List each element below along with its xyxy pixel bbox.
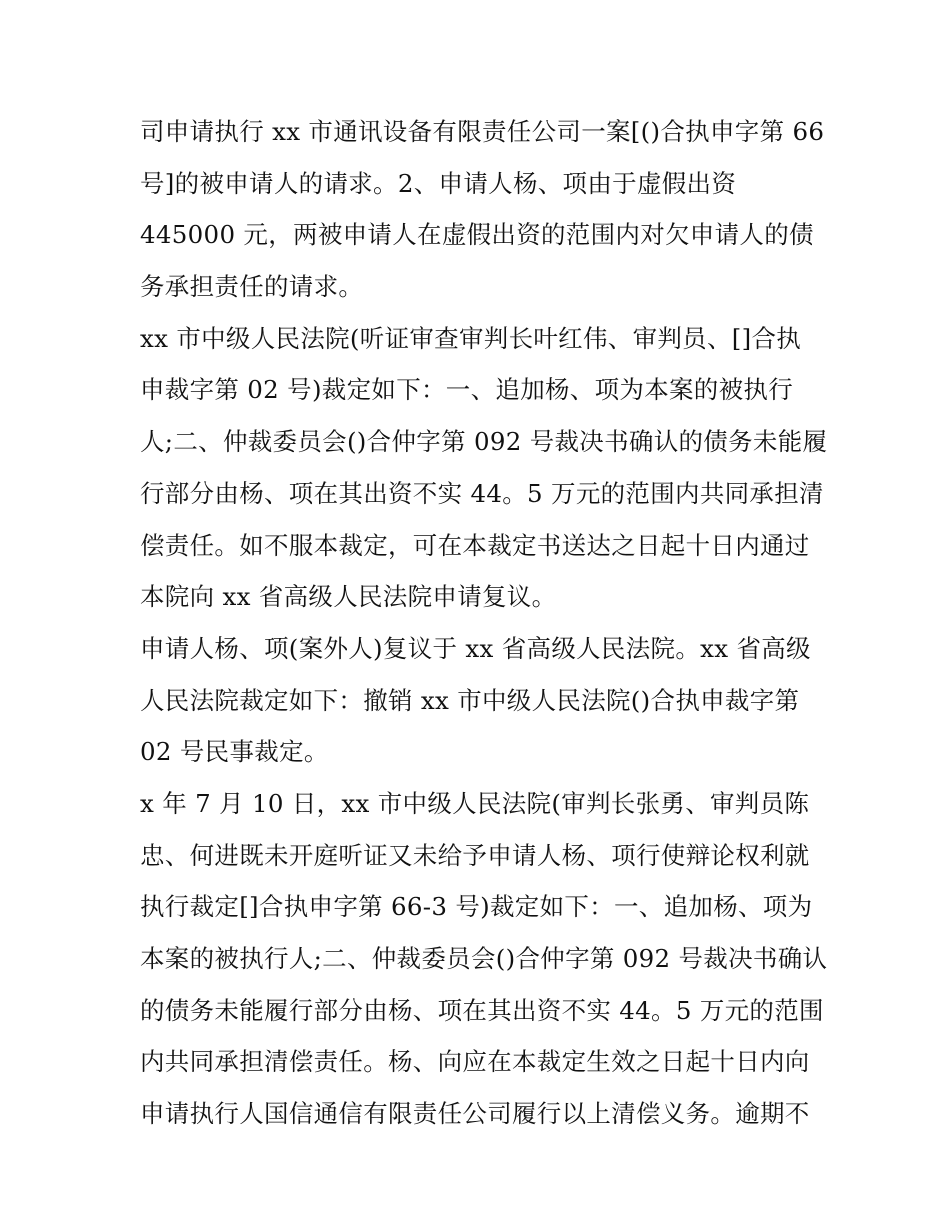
- text-line: x 年 7 月 10 日，xx 市中级人民法院(审判长张勇、审判员陈: [140, 788, 810, 818]
- text-line: 02 号民事裁定。: [140, 737, 329, 767]
- text-line: 司申请执行 xx 市通讯设备有限责任公司一案[()合执申字第 66: [140, 117, 825, 146]
- document-body: [140, 110, 828, 1144]
- text-line: 行部分由杨、项在其出资不实 44。5 万元的范围内共同承担清: [140, 478, 824, 508]
- text-line: 务承担责任的请求。: [140, 272, 364, 302]
- text-line: 申裁字第 02 号)裁定如下：一、追加杨、项为本案的被执行: [140, 375, 794, 405]
- text-line: 本院向 xx 省高级人民法院申请复议。: [140, 582, 557, 612]
- text-line: 忠、何进既未开庭听证又未给予申请人杨、项行使辩论权利就: [140, 840, 810, 870]
- text-line: 445000 元，两被申请人在虚假出资的范围内对欠申请人的债: [140, 220, 814, 250]
- text-line: 人;二、仲裁委员会()合仲字第 092 号裁决书确认的债务未能履: [140, 427, 828, 457]
- text-line: 内共同承担清偿责任。杨、向应在本裁定生效之日起十日内向: [140, 1047, 810, 1077]
- text-line: 偿责任。如不服本裁定，可在本裁定书送达之日起十日内通过: [140, 530, 810, 560]
- text-line: 人民法院裁定如下：撤销 xx 市中级人民法院()合执申裁字第: [140, 685, 800, 715]
- text-line: 申请人杨、项(案外人)复议于 xx 省高级人民法院。xx 省高级: [140, 633, 811, 663]
- text-line: 执行裁定[]合执申字第 66-3 号)裁定如下：一、追加杨、项为: [140, 892, 813, 922]
- text-line: 申请执行人国信通信有限责任公司履行以上清偿义务。逾期不: [140, 1099, 810, 1129]
- text-line: 号]的被申请人的请求。2、申请人杨、项由于虚假出资: [140, 168, 737, 198]
- text-line: 本案的被执行人;二、仲裁委员会()合仲字第 092 号裁决书确认: [140, 944, 828, 973]
- text-line: 的债务未能履行部分由杨、项在其出资不实 44。5 万元的范围: [140, 995, 824, 1025]
- text-line: xx 市中级人民法院(听证审查审判长叶红伟、审判员、[]合执: [140, 323, 802, 353]
